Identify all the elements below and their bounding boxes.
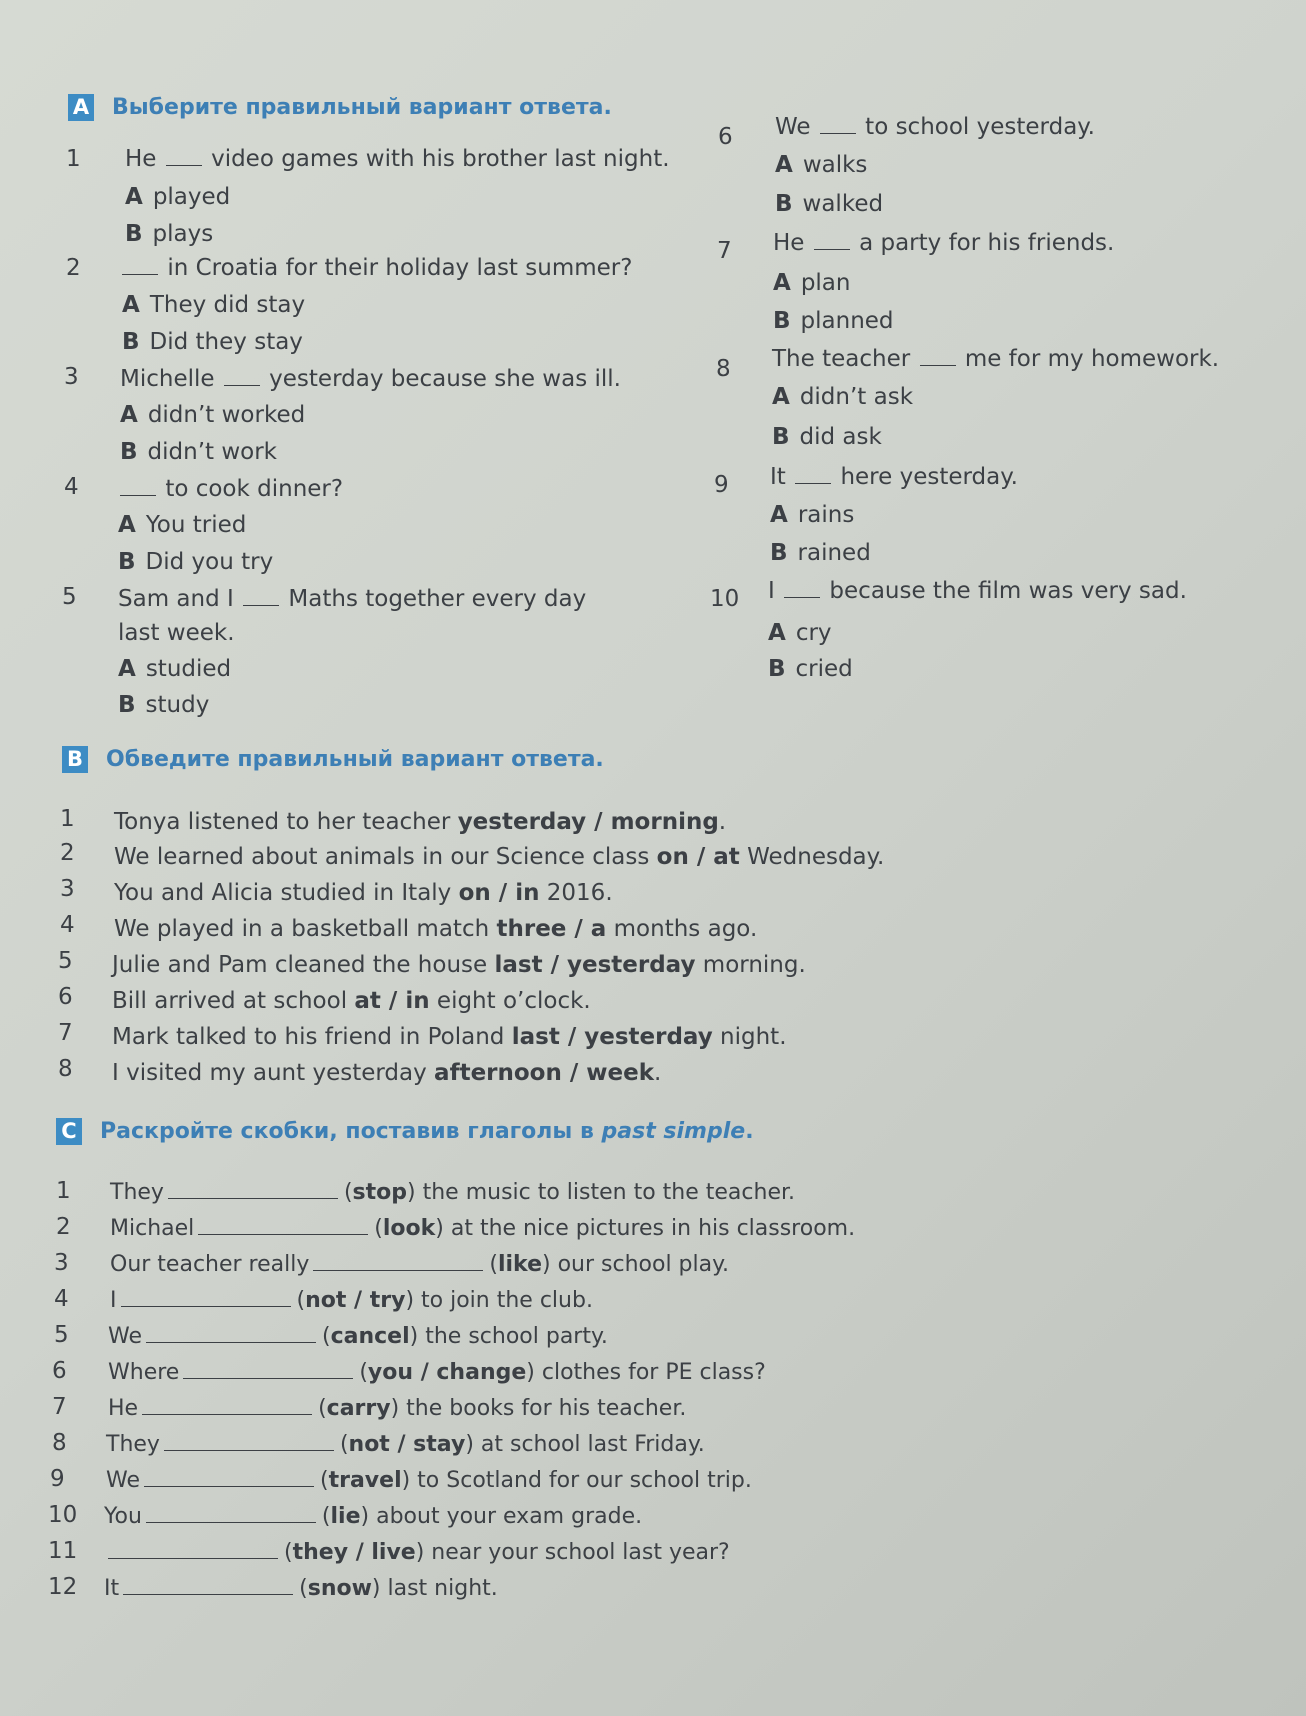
option-b[interactable]: B rained (770, 540, 871, 566)
question-number: 4 (64, 474, 79, 500)
option-b[interactable]: B didn’t work (120, 439, 277, 465)
fill-sentence: (they / live) near your school last year? (104, 1540, 730, 1565)
question-number: 3 (64, 364, 79, 390)
item-number: 10 (48, 1502, 78, 1528)
option-a[interactable]: A walks (775, 152, 868, 178)
fill-sentence: They (stop) the music to listen to the teacher. (110, 1180, 796, 1205)
choice-words[interactable]: at / in (354, 988, 430, 1014)
question-number: 9 (714, 472, 729, 498)
answer-line[interactable] (313, 1252, 483, 1271)
option-b[interactable]: B plays (125, 221, 214, 247)
item-number: 12 (48, 1574, 78, 1600)
question-text: He a party for his friends. (773, 230, 1115, 256)
choice-words[interactable]: last / yesterday (494, 952, 696, 978)
option-a[interactable]: A cry (768, 620, 832, 646)
answer-blank (243, 587, 279, 606)
section-c-badge: C (56, 1118, 82, 1145)
item-number: 8 (58, 1056, 73, 1082)
section-a-badge: A (68, 94, 94, 121)
item-number: 7 (52, 1394, 67, 1420)
section-b-header (62, 746, 604, 773)
item-number: 5 (58, 948, 73, 974)
option-a[interactable]: A plan (773, 270, 851, 296)
option-b[interactable]: B cried (768, 656, 853, 682)
answer-line[interactable] (183, 1360, 353, 1379)
answer-blank (166, 147, 202, 166)
question-text: The teacher me for my homework. (772, 346, 1220, 372)
question-number: 2 (66, 255, 81, 281)
item-sentence: Mark talked to his friend in Poland last / yesterday night. (112, 1024, 787, 1050)
answer-blank (820, 115, 856, 134)
item-number: 1 (60, 806, 75, 832)
option-a[interactable]: A played (125, 184, 231, 210)
answer-blank (122, 256, 158, 275)
choice-words[interactable]: on / at (656, 844, 740, 870)
answer-blank (224, 367, 260, 386)
item-sentence: Tonya listened to her teacher yesterday / morning. (114, 809, 727, 835)
item-number: 5 (54, 1322, 69, 1348)
option-a[interactable]: A didn’t ask (772, 384, 914, 410)
item-sentence: I visited my aunt yesterday afternoon / week. (112, 1060, 662, 1086)
fill-sentence: He (carry) the books for his teacher. (108, 1396, 687, 1421)
question-text: It here yesterday. (770, 464, 1018, 490)
item-number: 11 (48, 1538, 78, 1564)
choice-words[interactable]: yesterday / morning (457, 809, 719, 835)
item-number: 3 (60, 876, 75, 902)
question-number: 5 (62, 584, 77, 610)
section-b-title: Обведите правильный вариант ответа. (106, 747, 604, 772)
choice-words[interactable]: afternoon / week (434, 1060, 655, 1086)
question-number: 1 (66, 146, 81, 172)
answer-line[interactable] (123, 1576, 293, 1595)
option-a[interactable]: A rains (770, 502, 855, 528)
answer-line[interactable] (108, 1540, 278, 1559)
item-sentence: We learned about animals in our Science class on / at Wednesday. (114, 844, 885, 870)
choice-words[interactable]: on / in (458, 880, 540, 906)
item-number: 1 (56, 1178, 71, 1204)
fill-sentence: We (travel) to Scotland for our school trip. (106, 1468, 752, 1493)
answer-line[interactable] (144, 1468, 314, 1487)
answer-line[interactable] (164, 1432, 334, 1451)
item-sentence: Julie and Pam cleaned the house last / yesterday morning. (112, 952, 806, 978)
item-number: 4 (60, 912, 75, 938)
fill-sentence: We (cancel) the school party. (108, 1324, 608, 1349)
item-sentence: You and Alicia studied in Italy on / in 2016. (114, 880, 613, 906)
answer-line[interactable] (146, 1324, 316, 1343)
fill-sentence: Michael (look) at the nice pictures in his classroom. (110, 1216, 856, 1241)
fill-sentence: You (lie) about your exam grade. (104, 1504, 643, 1529)
answer-line[interactable] (121, 1288, 291, 1307)
fill-sentence: Where (you / change) clothes for PE class? (108, 1360, 766, 1385)
option-a[interactable]: A didn’t worked (120, 402, 306, 428)
option-b[interactable]: B did ask (772, 424, 882, 450)
section-b-badge: B (62, 746, 88, 773)
answer-line[interactable] (168, 1180, 338, 1199)
item-number: 2 (56, 1214, 71, 1240)
option-b[interactable]: B study (118, 692, 210, 718)
option-b[interactable]: B planned (773, 308, 894, 334)
question-number: 6 (718, 124, 733, 150)
item-sentence: Bill arrived at school at / in eight o’clock. (112, 988, 591, 1014)
question-text: I because the film was very sad. (768, 578, 1187, 604)
item-number: 4 (54, 1286, 69, 1312)
option-a[interactable]: A They did stay (122, 292, 306, 318)
question-number: 10 (710, 586, 740, 612)
answer-blank (814, 231, 850, 250)
item-sentence: We played in a basketball match three / a months ago. (114, 916, 758, 942)
answer-line[interactable] (142, 1396, 312, 1415)
answer-line[interactable] (146, 1504, 316, 1523)
item-number: 6 (58, 984, 73, 1010)
item-number: 8 (52, 1430, 67, 1456)
section-c-header (56, 1118, 754, 1145)
section-c-title: Раскройте скобки, поставив глаголы в past simple. (100, 1119, 754, 1144)
fill-sentence: I (not / try) to join the club. (110, 1288, 593, 1313)
fill-sentence: Our teacher really (like) our school play. (110, 1252, 729, 1277)
question-text: to cook dinner? (118, 476, 343, 502)
choice-words[interactable]: last / yesterday (511, 1024, 713, 1050)
choice-words[interactable]: three / a (496, 916, 607, 942)
answer-blank (120, 477, 156, 496)
fill-sentence: It (snow) last night. (104, 1576, 498, 1601)
item-number: 2 (60, 840, 75, 866)
option-a[interactable]: A You tried (118, 512, 247, 538)
question-text: Michelle yesterday because she was ill. (120, 366, 621, 392)
question-text: Sam and I Maths together every day (118, 586, 587, 612)
answer-blank (920, 347, 956, 366)
fill-sentence: They (not / stay) at school last Friday. (106, 1432, 705, 1457)
answer-blank (784, 579, 820, 598)
option-b[interactable]: B Did you try (118, 549, 274, 575)
option-a[interactable]: A studied (118, 656, 232, 682)
question-text: He video games with his brother last night. (125, 146, 670, 172)
section-a-header (68, 94, 612, 121)
question-text: We to school yesterday. (775, 114, 1095, 140)
item-number: 9 (50, 1466, 65, 1492)
answer-line[interactable] (198, 1216, 368, 1235)
answer-blank (795, 465, 831, 484)
section-a-title: Выберите правильный вариант ответа. (112, 95, 612, 120)
question-number: 7 (717, 238, 732, 264)
item-number: 7 (58, 1020, 73, 1046)
option-b[interactable]: B walked (775, 191, 884, 217)
question-text: in Croatia for their holiday last summer? (120, 255, 632, 281)
item-number: 3 (54, 1250, 69, 1276)
question-text-continued: last week. (118, 620, 235, 646)
question-number: 8 (716, 356, 731, 382)
option-b[interactable]: B Did they stay (122, 329, 303, 355)
item-number: 6 (52, 1358, 67, 1384)
